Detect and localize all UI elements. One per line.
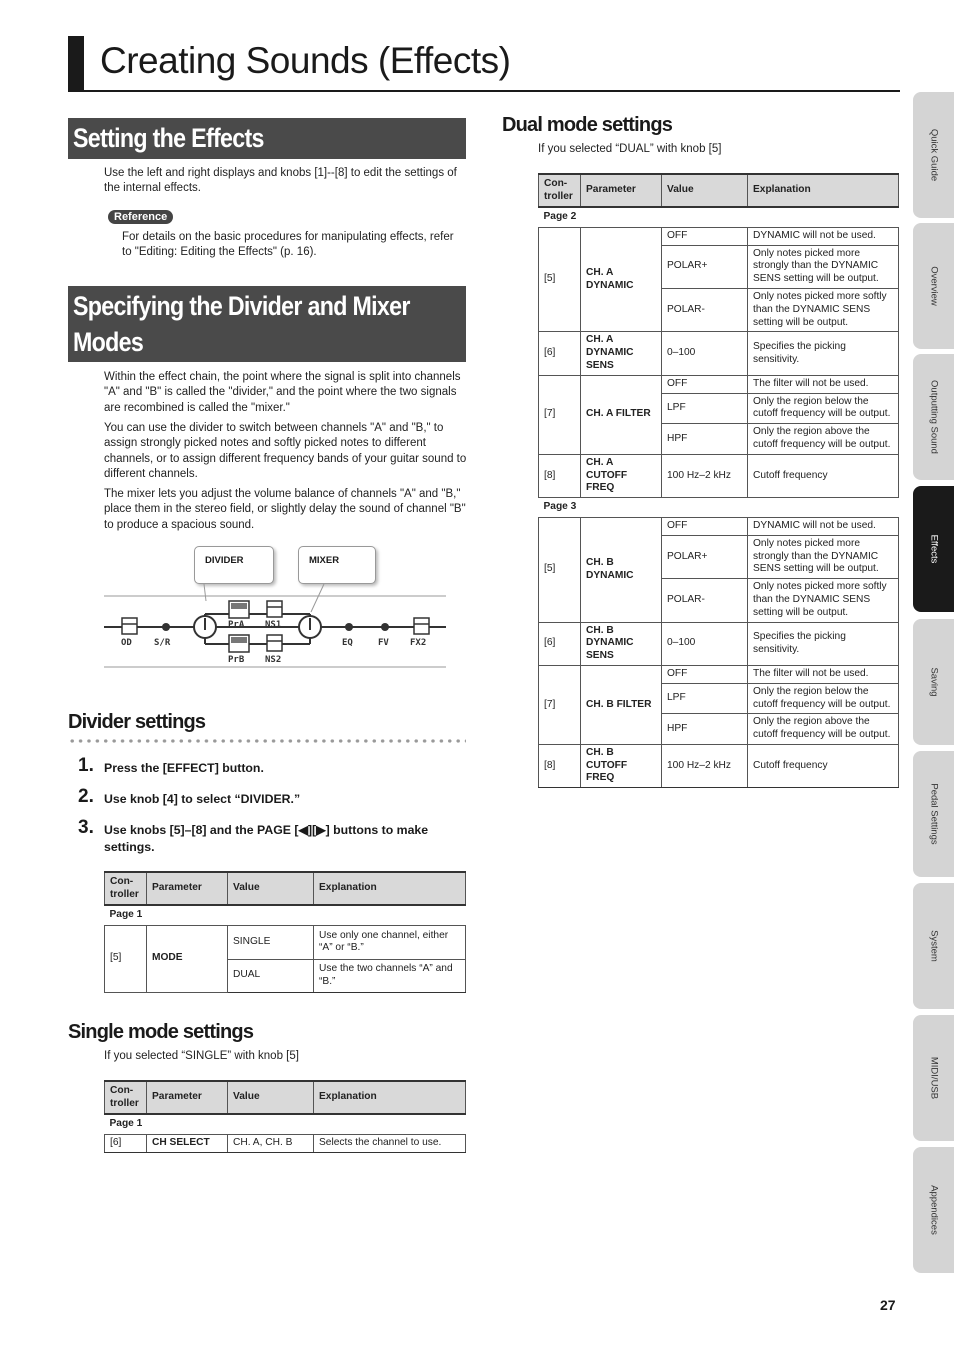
tab-saving[interactable] — [913, 619, 954, 745]
parameter-cell: CH. B FILTER — [581, 665, 662, 744]
section2-paragraph-1: Within the effect chain, the point where the signal is split into channels "A" and "B" is called the "divider," and the point where the two signals are recombined is called the "mixer." — [104, 371, 461, 414]
step-3-text: Use knobs [5]–[8] and the PAGE [◀][▶] buttons to make settings. — [104, 823, 429, 854]
reference-text: For details on the basic procedures for manipulating effects, refer to "Editing: Editing the Effects" (p. 16). — [122, 231, 454, 259]
section2-paragraph-2: You can use the divider to switch between channels "A" and "B," to assign strongly picked notes and softly picked notes to different channels, or to assign different frequency bands of your guitar sound to different channels. — [104, 422, 467, 481]
col-controller: Con- troller — [539, 174, 581, 207]
page-label: Page 2 — [539, 207, 899, 227]
controller-cell: [5] — [105, 925, 147, 992]
mixer-callout: MIXER — [298, 546, 376, 584]
explanation-cell: DYNAMIC will not be used. — [748, 227, 899, 245]
page-number: 27 — [880, 1297, 896, 1313]
section1-intro: Use the left and right displays and knobs [1]--[8] to edit the settings of the internal effects. — [104, 167, 457, 195]
controller-cell: [5] — [539, 517, 581, 622]
explanation-cell: Specifies the picking sensitivity. — [748, 622, 899, 665]
col-parameter: Parameter — [147, 1081, 228, 1114]
col-controller: Con- troller — [105, 872, 147, 905]
col-explanation: Explanation — [748, 174, 899, 207]
step-2-text: Use knob [4] to select “DIVIDER.” — [104, 792, 301, 806]
tab-midi-usb[interactable] — [913, 1015, 954, 1141]
value-cell: HPF — [662, 714, 748, 745]
reference-badge: Reference — [108, 210, 173, 224]
explanation-cell: Only the region below the cutoff frequency will be output. — [748, 683, 899, 714]
dual-mode-heading: Dual mode settings — [502, 114, 673, 136]
label-fv: FV — [378, 638, 389, 648]
label-fx2: FX2 — [410, 638, 427, 648]
col-value: Value — [228, 1081, 314, 1114]
label-ns1: NS1 — [265, 620, 282, 630]
value-cell: 0–100 — [662, 622, 748, 665]
value-cell: OFF — [662, 227, 748, 245]
explanation-cell: Cutoff frequency — [748, 454, 899, 497]
label-sr: S/R — [154, 638, 171, 648]
parameter-cell: CH. B DYNAMIC — [581, 517, 662, 622]
value-cell: OFF — [662, 375, 748, 393]
effect-chain-svg — [104, 546, 446, 668]
title-bar — [68, 36, 84, 90]
parameter-cell: MODE — [147, 925, 228, 992]
section-heading-setting-effects — [68, 118, 466, 159]
dotted-rule — [68, 738, 466, 744]
explanation-cell: The filter will not be used. — [748, 375, 899, 393]
col-explanation: Explanation — [314, 872, 466, 905]
section-heading-line2: Modes — [73, 327, 144, 357]
explanation-cell: Only the region above the cutoff frequency will be output. — [748, 424, 899, 455]
divider-table — [104, 871, 466, 993]
value-cell: POLAR- — [662, 579, 748, 622]
explanation-cell: Only notes picked more softly than the DYNAMIC SENS setting will be output. — [748, 579, 899, 622]
controller-cell: [8] — [539, 744, 581, 787]
controller-cell: [7] — [539, 375, 581, 454]
parameter-cell: CH. A DYNAMIC — [581, 227, 662, 332]
ns1-block — [267, 601, 282, 617]
parameter-cell: CH SELECT — [147, 1134, 228, 1152]
parameter-cell: CH. A DYNAMIC SENS — [581, 332, 662, 375]
fv-point — [381, 623, 389, 631]
label-prb: PrB — [228, 655, 245, 665]
controller-cell: [7] — [539, 665, 581, 744]
step-2-number: 2. — [78, 786, 94, 807]
divider-settings-heading: Divider settings — [68, 711, 206, 733]
explanation-cell: Only the region above the cutoff frequency will be output. — [748, 714, 899, 745]
value-cell: OFF — [662, 665, 748, 683]
label-eq: EQ — [342, 638, 353, 648]
explanation-cell: Use the two channels “A” and “B.” — [314, 959, 466, 992]
controller-cell: [6] — [539, 622, 581, 665]
section-heading-text: Setting the Effects — [73, 123, 264, 153]
col-parameter: Parameter — [581, 174, 662, 207]
value-cell: SINGLE — [228, 925, 314, 959]
tab-label: MIDI/USB — [928, 1056, 939, 1100]
tab-label: Appendices — [928, 1185, 939, 1235]
value-cell: LPF — [662, 393, 748, 424]
controller-cell: [8] — [539, 454, 581, 497]
value-cell: CH. A, CH. B — [228, 1134, 314, 1152]
explanation-cell: Only the region below the cutoff frequency will be output. — [748, 393, 899, 424]
col-parameter: Parameter — [147, 872, 228, 905]
col-value: Value — [662, 174, 748, 207]
explanation-cell: Only notes picked more softly than the DYNAMIC SENS setting will be output. — [748, 288, 899, 331]
page-label: Page 1 — [105, 905, 466, 925]
parameter-cell: CH. A CUTOFF FREQ — [581, 454, 662, 497]
explanation-cell: DYNAMIC will not be used. — [748, 517, 899, 535]
tab-pedal-settings[interactable] — [913, 751, 954, 877]
single-mode-note: If you selected “SINGLE” with knob [5] — [104, 1050, 299, 1062]
label-ns2: NS2 — [265, 655, 282, 665]
tab-label: Quick Guide — [928, 128, 939, 182]
single-mode-heading: Single mode settings — [68, 1021, 254, 1043]
value-cell: POLAR+ — [662, 245, 748, 288]
controller-cell: [6] — [539, 332, 581, 375]
od-block — [122, 618, 137, 634]
explanation-cell: Only notes picked more strongly than the DYNAMIC SENS setting will be output. — [748, 535, 899, 578]
explanation-cell: Selects the channel to use. — [314, 1134, 466, 1152]
tab-label: Saving — [928, 667, 939, 697]
divider-callout: DIVIDER — [194, 546, 274, 584]
page-title: Creating Sounds (Effects) — [100, 40, 511, 81]
tab-label: Effects — [928, 534, 939, 564]
value-cell: 100 Hz–2 kHz — [662, 744, 748, 787]
controller-cell: [6] — [105, 1134, 147, 1152]
tab-effects[interactable] — [913, 486, 954, 612]
title-rule — [68, 90, 900, 92]
tab-system[interactable] — [913, 883, 954, 1009]
value-cell: POLAR- — [662, 288, 748, 331]
step-3-number: 3. — [78, 817, 94, 838]
value-cell: LPF — [662, 683, 748, 714]
explanation-cell: Use only one channel, either “A” or “B.” — [314, 925, 466, 959]
tab-outputting-sound[interactable] — [913, 354, 954, 480]
section-heading-divider-mixer — [68, 286, 466, 362]
tab-appendices[interactable] — [913, 1147, 954, 1273]
ns2-block — [267, 635, 282, 651]
explanation-cell: Only notes picked more strongly than the DYNAMIC SENS setting will be output. — [748, 245, 899, 288]
tab-overview[interactable] — [913, 223, 954, 349]
explanation-cell: Specifies the picking sensitivity. — [748, 332, 899, 375]
tab-label: Pedal Settings — [928, 783, 939, 845]
col-value: Value — [228, 872, 314, 905]
eq-point — [345, 623, 353, 631]
col-explanation: Explanation — [314, 1081, 466, 1114]
parameter-cell: CH. B DYNAMIC SENS — [581, 622, 662, 665]
step-1-number: 1. — [78, 755, 94, 776]
parameter-cell: CH. A FILTER — [581, 375, 662, 454]
label-pra: PrA — [228, 620, 245, 630]
value-cell: HPF — [662, 424, 748, 455]
tab-label: Overview — [928, 266, 939, 306]
sr-point — [162, 623, 170, 631]
single-mode-table — [104, 1080, 466, 1153]
explanation-cell: Cutoff frequency — [748, 744, 899, 787]
dual-mode-table — [538, 173, 899, 788]
label-od: OD — [121, 638, 132, 648]
tab-label: Outputting Sound — [928, 380, 939, 454]
col-controller: Con- troller — [105, 1081, 147, 1114]
controller-cell: [5] — [539, 227, 581, 332]
page-label: Page 1 — [105, 1114, 466, 1134]
explanation-cell: The filter will not be used. — [748, 665, 899, 683]
tab-label: System — [928, 930, 939, 962]
value-cell: POLAR+ — [662, 535, 748, 578]
section2-paragraph-3: The mixer lets you adjust the volume balance of channels "A" and "B," place them in the stereo field, or slightly delay the sound of channel "B" to produce a spacious sound. — [104, 488, 466, 531]
tab-quick-guide[interactable] — [913, 92, 954, 218]
value-cell: 100 Hz–2 kHz — [662, 454, 748, 497]
section-heading-line1: Specifying the Divider and Mixer — [73, 291, 410, 321]
page-label: Page 3 — [539, 498, 899, 518]
dual-mode-note: If you selected “DUAL” with knob [5] — [538, 143, 722, 155]
step-1-text: Press the [EFFECT] button. — [104, 761, 264, 775]
fx2-block — [414, 618, 429, 634]
effect-chain-diagram — [104, 546, 446, 668]
parameter-cell: CH. B CUTOFF FREQ — [581, 744, 662, 787]
value-cell: DUAL — [228, 959, 314, 992]
value-cell: 0–100 — [662, 332, 748, 375]
value-cell: OFF — [662, 517, 748, 535]
